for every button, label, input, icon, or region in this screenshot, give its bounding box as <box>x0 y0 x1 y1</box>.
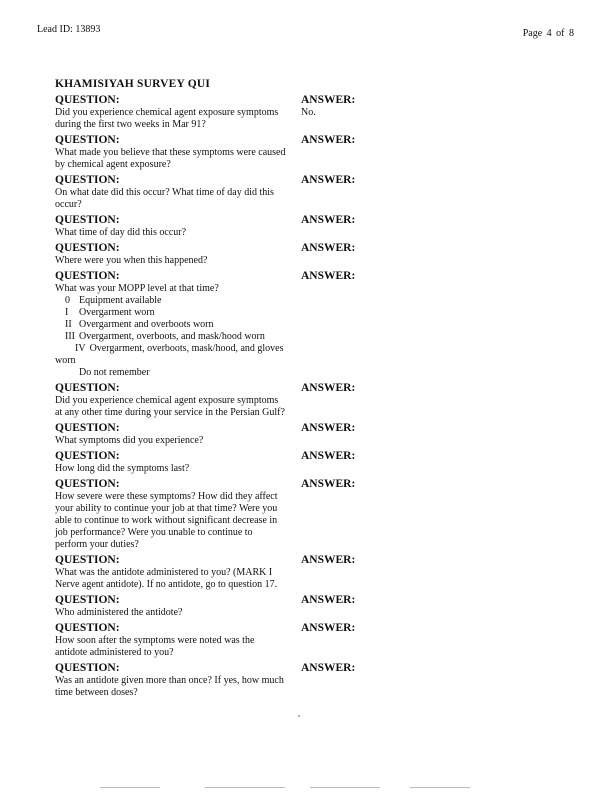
question-text: Did you experience chemical agent exposure symptoms during the first two weeks in Mar 91? <box>55 107 279 130</box>
answer-block <box>301 450 381 463</box>
answer-label: ANSWER: <box>301 270 356 282</box>
question-label: QUESTION: <box>55 242 120 254</box>
question-label: QUESTION: <box>55 422 120 434</box>
question-item <box>55 174 365 211</box>
answer-block <box>301 554 381 567</box>
question-item <box>55 214 365 239</box>
mopp-option <box>55 367 287 379</box>
question-text: Did you experience chemical agent exposure symptoms at any other time during your service in the Persian Gulf? <box>55 395 285 418</box>
question-item <box>55 94 365 131</box>
mopp-option <box>55 307 287 319</box>
scan-artifact-dot <box>298 715 300 717</box>
answer-value: No. <box>301 107 316 118</box>
mopp-option-code: IV <box>75 343 86 354</box>
answer-block <box>301 422 381 435</box>
page-total: 8 <box>569 28 574 39</box>
question-text: What made you believe that these symptoms were caused by chemical agent exposure? <box>55 147 286 170</box>
answer-block <box>301 270 381 283</box>
question-item <box>55 270 365 379</box>
question-item <box>55 382 365 419</box>
question-text: What was your MOPP level at that time? <box>55 283 219 294</box>
question-item <box>55 622 365 659</box>
page-number: 4 <box>546 28 552 39</box>
answer-label: ANSWER: <box>301 478 356 490</box>
mopp-option-text: Equipment available <box>79 295 162 306</box>
question-label: QUESTION: <box>55 94 120 106</box>
question-label: QUESTION: <box>55 174 120 186</box>
question-text: Where were you when this happened? <box>55 255 208 266</box>
answer-block <box>301 382 381 395</box>
answer-label: ANSWER: <box>301 622 356 634</box>
question-label: QUESTION: <box>55 134 120 146</box>
question-item <box>55 594 365 619</box>
lead-id: Lead ID: 13893 <box>37 24 101 35</box>
answer-label: ANSWER: <box>301 94 356 106</box>
mopp-options <box>55 295 287 379</box>
question-label: QUESTION: <box>55 554 120 566</box>
answer-label: ANSWER: <box>301 174 356 186</box>
answer-label: ANSWER: <box>301 214 356 226</box>
question-label: QUESTION: <box>55 662 120 674</box>
answer-label: ANSWER: <box>301 382 356 394</box>
page-indicator <box>523 28 574 39</box>
footer-scan-marks <box>80 787 572 789</box>
question-label: QUESTION: <box>55 382 120 394</box>
question-item <box>55 134 365 171</box>
mopp-option <box>55 319 287 331</box>
answer-label: ANSWER: <box>301 554 356 566</box>
answer-label: ANSWER: <box>301 662 356 674</box>
question-label: QUESTION: <box>55 594 120 606</box>
answer-block <box>301 242 381 255</box>
answer-label: ANSWER: <box>301 450 356 462</box>
answer-label: ANSWER: <box>301 422 356 434</box>
answer-block <box>301 478 381 491</box>
question-item <box>55 242 365 267</box>
answer-label: ANSWER: <box>301 594 356 606</box>
mopp-option-code: I <box>65 307 69 318</box>
mopp-option-text: Overgarment, overboots, mask/hood, and gloves worn <box>55 343 284 366</box>
mopp-option-text: Overgarment, overboots, and mask/hood worn <box>79 331 265 342</box>
mopp-option <box>55 331 287 343</box>
mopp-option-code: 0 <box>65 295 70 306</box>
question-item <box>55 478 365 551</box>
question-text: On what date did this occur? What time of day did this occur? <box>55 187 274 210</box>
page-of: of <box>556 28 565 39</box>
question-list <box>55 94 365 702</box>
question-text: Who administered the antidote? <box>55 607 183 618</box>
question-label: QUESTION: <box>55 270 120 282</box>
mopp-option-text: Do not remember <box>79 367 150 378</box>
question-item <box>55 554 365 591</box>
mopp-option-code: III <box>65 331 75 342</box>
question-label: QUESTION: <box>55 622 120 634</box>
question-text: How severe were these symptoms? How did they affect your ability to continue your job at that time? Were you able to continue to work without significant decrease in job performance? Were you unable to continue to perform your duties? <box>55 491 278 550</box>
answer-block <box>301 94 381 119</box>
answer-block <box>301 622 381 635</box>
mopp-option-code: II <box>65 319 72 330</box>
question-label: QUESTION: <box>55 450 120 462</box>
mopp-option-text: Overgarment and overboots worn <box>79 319 214 330</box>
survey-title: KHAMISIYAH SURVEY QUI <box>55 78 211 90</box>
mopp-option <box>55 295 287 307</box>
question-item <box>55 422 365 447</box>
question-item <box>55 662 365 699</box>
answer-label: ANSWER: <box>301 242 356 254</box>
page-label: Page <box>522 28 543 39</box>
question-item <box>55 450 365 475</box>
answer-block <box>301 174 381 187</box>
question-label: QUESTION: <box>55 214 120 226</box>
question-text: What time of day did this occur? <box>55 227 187 238</box>
question-label: QUESTION: <box>55 478 120 490</box>
answer-block <box>301 662 381 675</box>
question-text: What was the antidote administered to you? (MARK I Nerve agent antidote). If no antidote, go to question 17. <box>55 567 278 590</box>
question-text: How soon after the symptoms were noted was the antidote administered to you? <box>55 635 255 658</box>
answer-block <box>301 214 381 227</box>
answer-label: ANSWER: <box>301 134 356 146</box>
question-text: What symptoms did you experience? <box>55 435 204 446</box>
answer-block <box>301 594 381 607</box>
question-text: Was an antidote given more than once? If yes, how much time between doses? <box>55 675 284 698</box>
mopp-option <box>55 343 287 367</box>
mopp-option-text: Overgarment worn <box>79 307 155 318</box>
answer-block <box>301 134 381 147</box>
question-text: How long did the symptoms last? <box>55 463 190 474</box>
